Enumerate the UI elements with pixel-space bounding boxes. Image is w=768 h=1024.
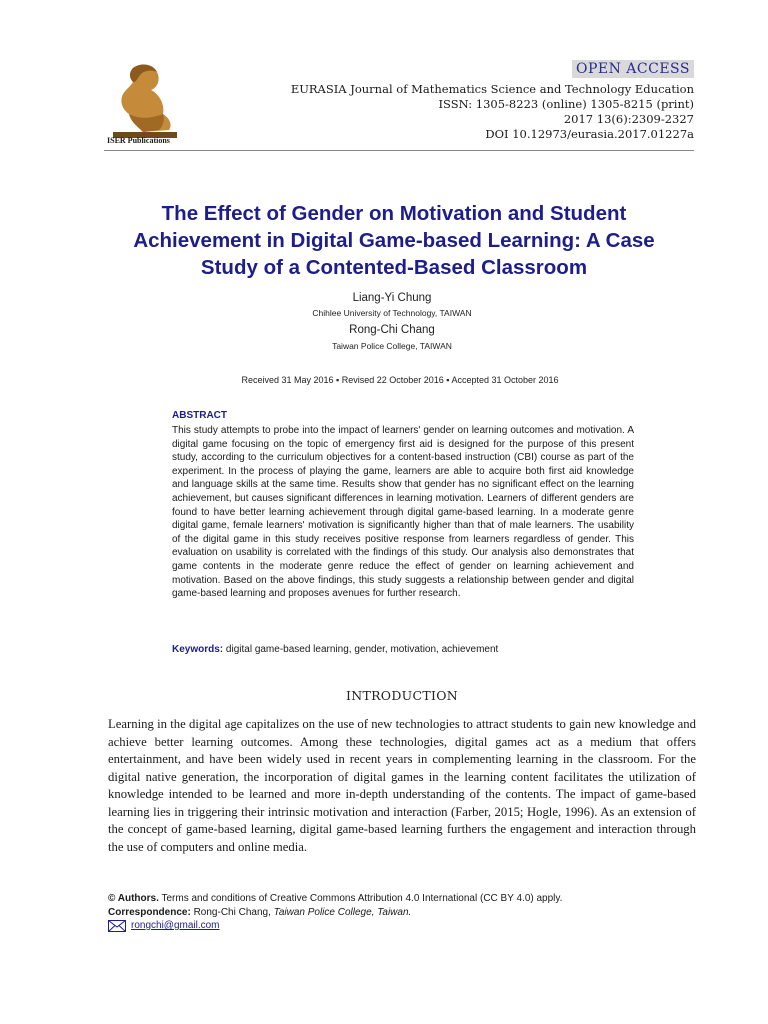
article-title: The Effect of Gender on Motivation and Student Achievement in Digital Game-based Learning: A Case Study of a Contented-Based Classroom (133, 202, 655, 279)
keywords (172, 644, 634, 655)
abstract-heading: ABSTRACT (172, 410, 227, 421)
correspondence-affiliation: Taiwan Police College, Taiwan. (273, 906, 412, 918)
open-access-badge: OPEN ACCESS (572, 60, 694, 78)
license-text: Terms and conditions of Creative Commons Attribution 4.0 International (CC BY 4.0) apply. (161, 893, 563, 904)
author-affiliation: Chihlee University of Technology, TAIWAN (312, 308, 472, 318)
author-affiliation: Taiwan Police College, TAIWAN (332, 341, 452, 351)
journal-name: EURASIA Journal of Mathematics Science and Technology Education (290, 82, 694, 96)
introduction-text: Learning in the digital age capitalizes on the use of new technologies to attract students to gain new knowledge and achieve better learning outcomes. Among these technologies, digital games act as a medium that offers entertainment, and have been widely used in recent years in complementing learning in the classroom. For the digital native generation, the incorporation of digital games in the learning content facilitates the utilization of knowledge intended to be learned and more in-depth understanding of the contents. The impact of game-based learning lies in triggering their intrinsic motivation and interaction (Farber, 2015; Hogle, 1996). As an extension of the concept of game-based learning, digital game-based learning furthers the engagement and interaction through the use of computers and online media. (108, 717, 696, 854)
keywords-label: Keywords: (172, 644, 224, 655)
author-name: Rong-Chi Chang (349, 324, 435, 336)
email-link[interactable]: rongchi@gmail.com (131, 920, 220, 931)
license-line (108, 892, 708, 906)
logo-caption: ISER Publications (107, 136, 170, 145)
header-divider (104, 150, 694, 151)
doi: DOI 10.12973/eurasia.2017.01227a (485, 127, 694, 141)
abstract-text: This study attempts to probe into the impact of learners' gender on learning outcomes and motivation. A digital game focusing on the topic of emergency first aid is designed for the purpose of this present study, according to the curriculum objectives for a content-based instruction (CBI) course as part of the experiment. In the process of playing the game, learners are able to acquire both first aid knowledge and language skills at the same time. Results show that gender has no significant effect on the learning achievement, but causes significant differences in learning motivation. Learners of different genders are found to have better learning achievement through digital game-based learning. In a moderate genre digital game, female learners' motivation is significantly higher than that of male learners. The usability of the digital game in this study receives positive response from learners regardless of gender. This evaluation on usability is correlated with the findings of this study. Our analysis also demonstrates that game contents in the moderate genre reduce the effect of gender on learning achievement and motivation. Based on the above findings, this study suggests a relationship between gender and digital game-based learning and proposes avenues for further research. (172, 425, 634, 600)
author-name: Liang-Yi Chung (352, 292, 432, 304)
envelope-icon (108, 920, 126, 932)
article-dates: Received 31 May 2016 ▪ Revised 22 October 2016 ▪ Accepted 31 October 2016 (241, 375, 559, 385)
section-heading: INTRODUCTION (345, 688, 459, 703)
correspondence-label: Correspondence: (108, 906, 191, 918)
publisher-logo (103, 60, 187, 148)
issn: ISSN: 1305-8223 (online) 1305-8215 (print) (438, 97, 694, 111)
license-label: © Authors. (108, 893, 159, 904)
volume-pages: 2017 13(6):2309-2327 (563, 112, 694, 126)
correspondence-line (108, 906, 708, 920)
keywords-list: digital game-based learning, gender, motivation, achievement (225, 644, 499, 655)
correspondence-name: Rong-Chi Chang, (193, 906, 271, 918)
email-row (108, 919, 708, 933)
footnotes (108, 892, 708, 933)
journal-meta (291, 82, 694, 142)
